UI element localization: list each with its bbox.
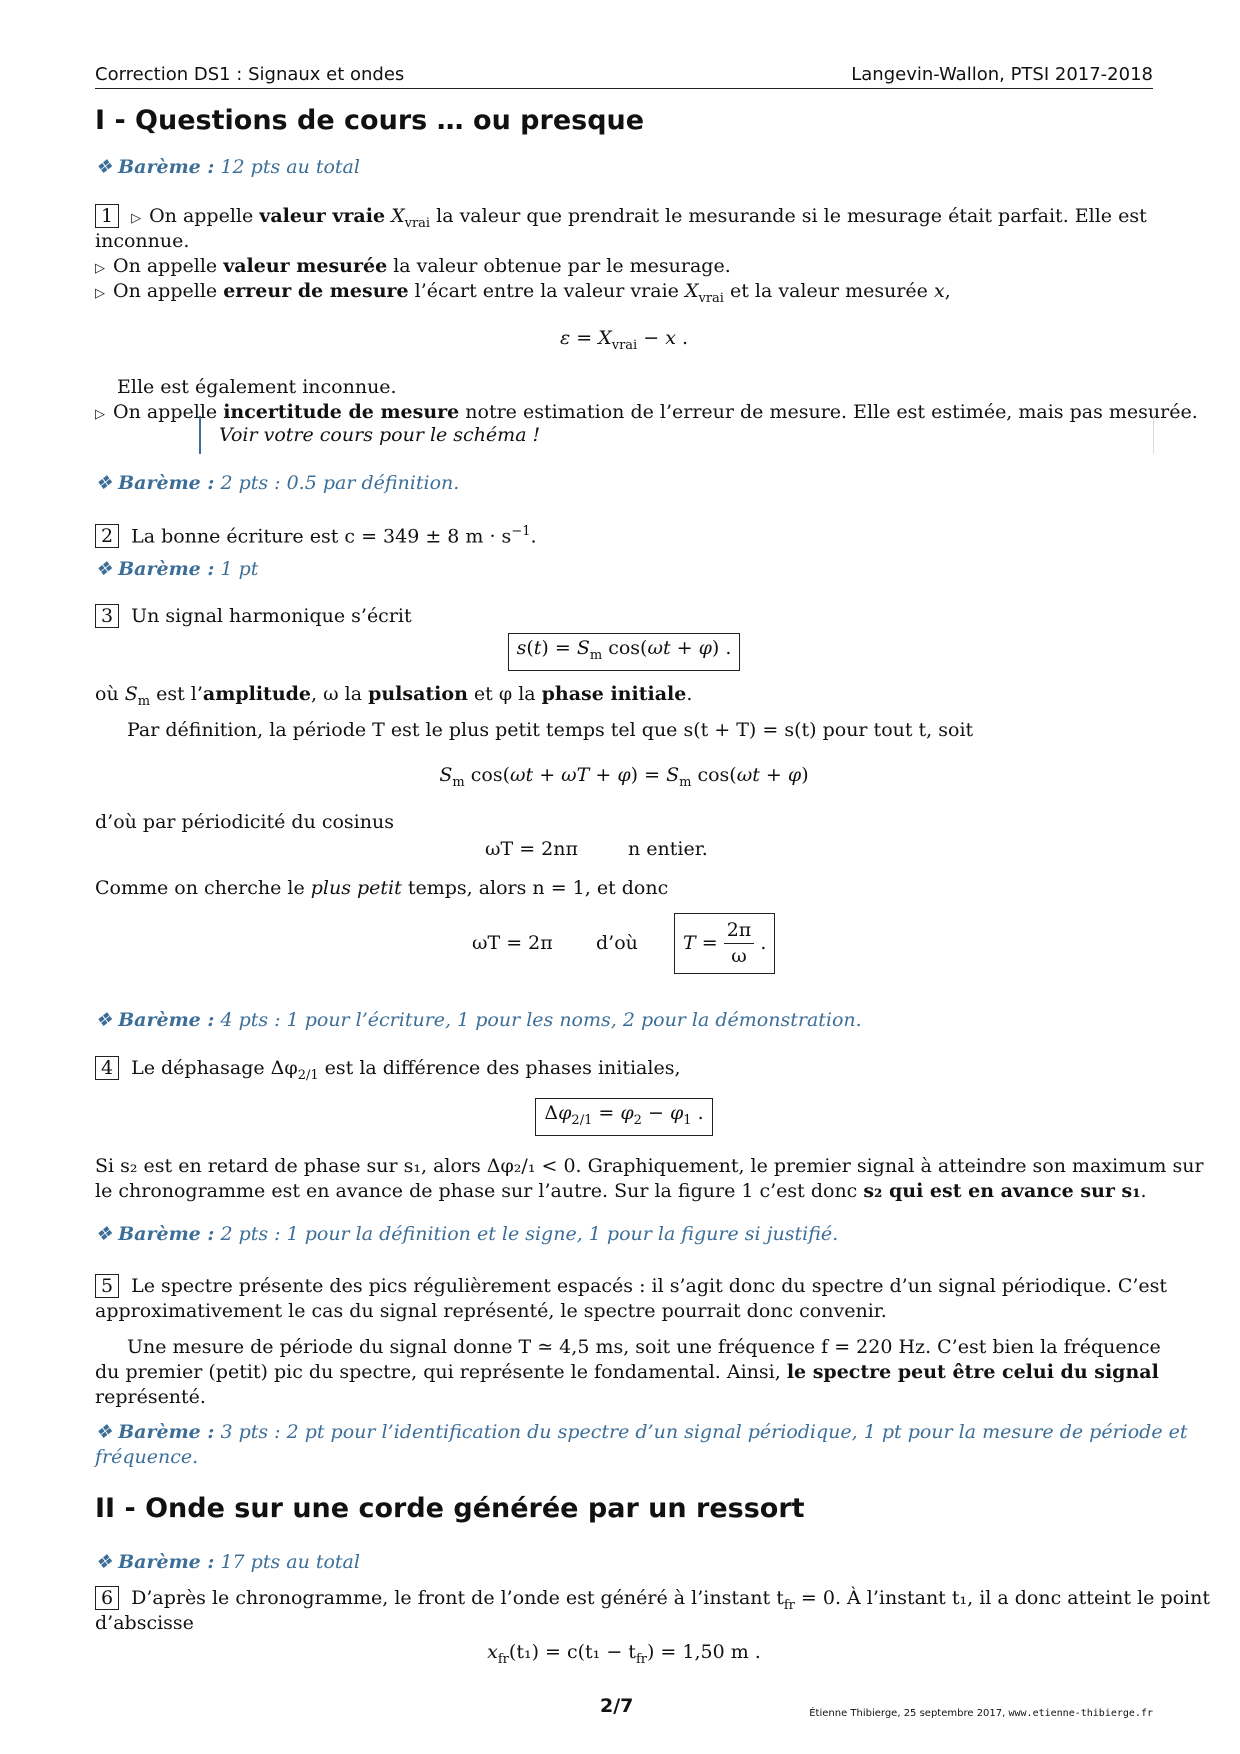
diamond-icon: ❖ bbox=[95, 558, 113, 580]
question-number: 2 bbox=[95, 524, 119, 548]
triangle-bullet-icon: ▷ bbox=[95, 286, 105, 301]
q6-line1: 6 D’après le chronogramme, le front de l’onde est généré à l’instant $t_{fr} = 0$. À l’instant t₁, il a donc atteint le point bbox=[95, 1586, 1210, 1618]
page-header bbox=[95, 62, 1153, 89]
q3-line2: Par définition, la période T est le plus petit temps tel que s(t + T) = s(t) pour tout t, soit bbox=[127, 719, 974, 741]
diamond-icon: ❖ bbox=[95, 1009, 113, 1031]
q5-para5: représenté. bbox=[95, 1386, 206, 1408]
course-note: Voir votre cours pour le schéma ! bbox=[199, 416, 540, 454]
q5-para4: du premier (petit) pic du spectre, qui représente le fondamental. Ainsi, le spectre peut être celui du signal bbox=[95, 1361, 1159, 1383]
q5-para2: approximativement le cas du signal représenté, le spectre pourrait donc convenir. bbox=[95, 1300, 887, 1322]
page-number: 2/7 bbox=[600, 1695, 634, 1717]
q3-equation3: ωT = 2nπ n entier. bbox=[485, 838, 708, 860]
q3-equation2: $S_m$ $\cos(\omega t + \omega T + \varphi) = S_m$ cos(ωt + φ) bbox=[439, 764, 809, 790]
question-number: 1 bbox=[95, 204, 119, 228]
question-number: 3 bbox=[95, 604, 119, 628]
bareme-q5: ❖ Barème : 3 pts : 2 pt pour l’identification du spectre d’un signal périodique, 1 pt pour la mesure de période et bbox=[95, 1421, 1188, 1443]
q6-line2: d’abscisse bbox=[95, 1612, 194, 1634]
bareme-q3: ❖ Barème : 4 pts : 1 pour l’écriture, 1 pour les noms, 2 pour la démonstration. bbox=[95, 1009, 862, 1031]
header-right: Langevin-Wallon, PTSI 2017-2018 bbox=[851, 64, 1153, 85]
bareme-q4: ❖ Barème : 2 pts : 1 pour la définition et le signe, 1 pour la figure si justifié. bbox=[95, 1223, 839, 1245]
diamond-icon: ❖ bbox=[95, 1223, 113, 1245]
q1-line1: 1 ▷ On appelle valeur vraie $X_{vrai}$ la valeur que prendrait le mesurande si le mesurage était parfait. Elle est bbox=[95, 204, 1147, 236]
q3-equation4-text: d’où bbox=[596, 932, 638, 954]
diamond-icon: ❖ bbox=[95, 472, 113, 494]
q1-line1-cont: inconnue. bbox=[95, 230, 190, 252]
header-left: Correction DS1 : Signaux et ondes bbox=[95, 64, 405, 85]
q3-equation4: ωT = 2π bbox=[472, 932, 553, 954]
footer-signature: Étienne Thibierge, 25 septembre 2017, www.etienne-thibierge.fr bbox=[809, 1708, 1153, 1719]
q2-line: 2 La bonne écriture est c = 349 ± 8 $m \cdot s^{-1}$. bbox=[95, 519, 537, 549]
triangle-bullet-icon: ▷ bbox=[131, 211, 142, 226]
q4-para2: le chronogramme est en avance de phase sur l’autre. Sur la figure 1 c’est donc s₂ qui est en avance sur s₁. bbox=[95, 1180, 1147, 1202]
triangle-bullet-icon: ▷ bbox=[95, 261, 105, 276]
q1-line4: Elle est également inconnue. bbox=[117, 376, 397, 398]
bareme-section2: ❖ Barème : 17 pts au total bbox=[95, 1551, 360, 1573]
q4-intro: 4 Le déphasage $\Delta\varphi_{2/1}$ est la différence des phases initiales, bbox=[95, 1056, 680, 1088]
q3-boxed-period: T = $\frac{2\pi}{\omega}$ . bbox=[674, 913, 775, 974]
question-number: 6 bbox=[95, 1586, 119, 1610]
q3-line1: où $S_m$ est l’amplitude, ω la pulsation et φ la phase initiale. bbox=[95, 683, 693, 709]
q6-equation: $x_{fr}(t_1) = c(t_1 - t_{fr}) = 1,50$ m . bbox=[487, 1641, 761, 1667]
bareme-q2: ❖ Barème : 1 pt bbox=[95, 558, 259, 580]
diamond-icon: ❖ bbox=[95, 1551, 113, 1573]
section-title-2: II - Onde sur une corde générée par un ressort bbox=[95, 1493, 805, 1524]
bareme-q1: ❖ Barème : 2 pts : 0.5 par définition. bbox=[95, 472, 460, 494]
diamond-icon: ❖ bbox=[95, 156, 113, 178]
bareme-section1: ❖ Barème : 12 pts au total bbox=[95, 156, 360, 178]
question-number: 5 bbox=[95, 1274, 119, 1298]
triangle-bullet-icon: ▷ bbox=[95, 407, 105, 422]
q1-equation: $\varepsilon = X_{vrai} - x$ . bbox=[559, 327, 688, 353]
bareme-q5-cont: fréquence. bbox=[95, 1446, 199, 1468]
q4-para1: Si s₂ est en retard de phase sur s₁, alors Δφ₂/₁ < 0. Graphiquement, le premier signal à atteindre son maximum sur bbox=[95, 1155, 1204, 1177]
q5-para1: 5 Le spectre présente des pics régulièrement espacés : il s’agit donc du spectre d’un signal périodique. C’est bbox=[95, 1274, 1167, 1299]
q5-para3: Une mesure de période du signal donne T ≃ 4,5 ms, soit une fréquence f = 220 Hz. C’est bien la fréquence bbox=[127, 1336, 1161, 1358]
q1-line3: ▷ On appelle erreur de mesure l’écart entre la valeur vraie $X_{vrai}$ et la valeur mesurée x, bbox=[95, 280, 951, 306]
q3-boxed-equation: $s(t) = S_m$ cos(ωt + φ) . bbox=[95, 633, 1153, 671]
section-title-1: I - Questions de cours … ou presque bbox=[95, 105, 645, 136]
note-border-right bbox=[1153, 416, 1154, 454]
q1-line5: ▷ On appelle incertitude de mesure notre estimation de l’erreur de mesure. Elle est estimée, mais pas mesurée. bbox=[95, 401, 1198, 423]
q3-intro: 3 Un signal harmonique s’écrit bbox=[95, 604, 412, 629]
diamond-icon: ❖ bbox=[95, 1421, 113, 1443]
q3-line4: Comme on cherche le plus petit temps, alors n = 1, et donc bbox=[95, 877, 669, 899]
q4-boxed-equation: $\Delta\varphi_{2/1} = \varphi_2 - \varphi_1$ . bbox=[95, 1098, 1153, 1136]
question-number: 4 bbox=[95, 1056, 119, 1080]
q1-line2: ▷ On appelle valeur mesurée la valeur obtenue par le mesurage. bbox=[95, 255, 731, 277]
q3-line3: d’où par périodicité du cosinus bbox=[95, 811, 394, 833]
